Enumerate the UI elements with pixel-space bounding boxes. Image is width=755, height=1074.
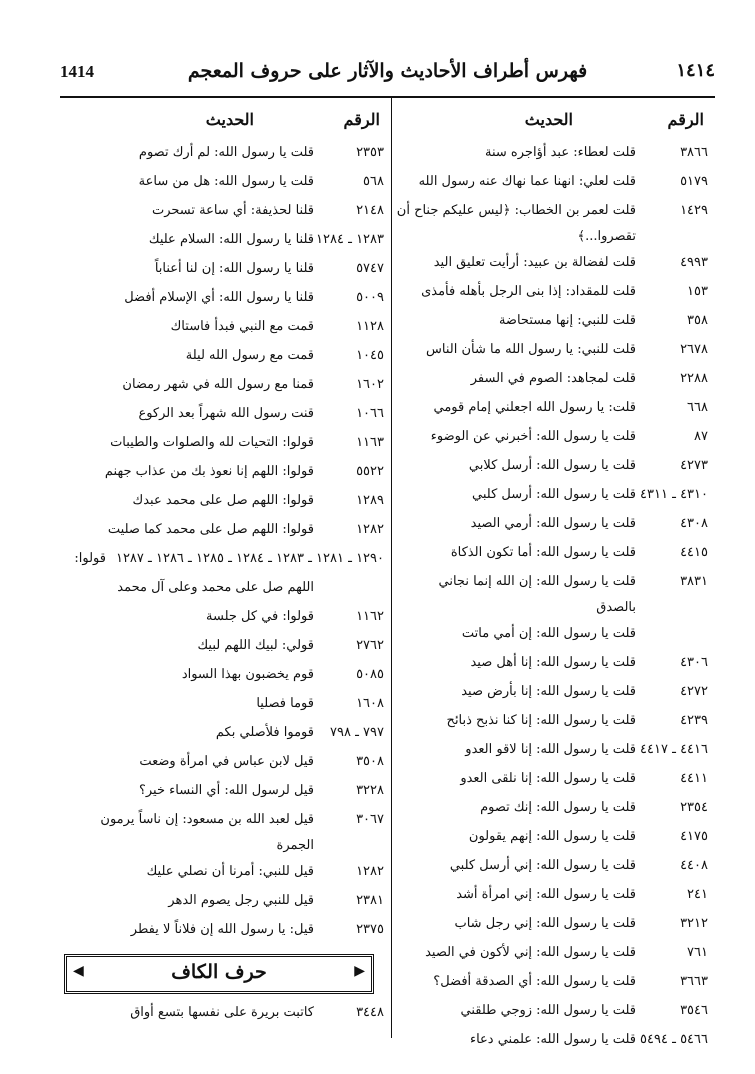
- entry-text: قلت يا رسول الله: إنا كنا نذبح ذبائح: [446, 713, 636, 728]
- entry-number: ١٦٠٢: [356, 377, 384, 392]
- entry-text: قلت: يا رسول الله اجعلني إمام قومي: [433, 400, 636, 415]
- entry-number: ٢٣٥٣: [356, 145, 384, 160]
- section-title: حرف الكاف: [171, 961, 267, 983]
- entry-text: قلت يا رسول الله: إنا نلقى العدو: [460, 771, 636, 786]
- index-entry: [396, 795, 708, 824]
- entry-number: ١٠٦٦: [356, 406, 384, 421]
- entry-text: قلنا يا رسول الله: السلام عليك: [148, 232, 314, 247]
- index-entry: [60, 285, 384, 314]
- index-entry: [396, 198, 708, 250]
- entry-text: قيل لعبد الله بن مسعود: إن ناساً يرمون الجمرة: [100, 812, 314, 853]
- entry-text: قنت رسول الله شهراً بعد الركوع: [138, 406, 314, 421]
- index-entry: [60, 140, 384, 169]
- entry-text: قلت يا رسول الله: زوجي طلقني: [460, 1003, 636, 1018]
- index-entry: [396, 737, 708, 766]
- entry-number: ١١٦٣: [356, 435, 384, 450]
- entry-text: قلت يا رسول الله: إني رجل شاب: [454, 916, 636, 931]
- entry-number: ٣٦٦٣: [680, 974, 708, 989]
- entry-text: قلت يا رسول الله: أرسل كلابي: [468, 458, 636, 473]
- entry-number: ٢٦٧٨: [680, 342, 708, 357]
- entry-text: قلت لعلي: انهنا عما نهاك عنه رسول الله: [418, 174, 636, 189]
- index-entry: [396, 337, 708, 366]
- entry-text: قلت يا رسول الله: إني امرأة أشد: [456, 887, 636, 902]
- index-entry: [60, 662, 384, 691]
- entry-number: ٧٩٧ ـ ٧٩٨: [330, 725, 384, 740]
- entry-number: ٣٥٠٨: [356, 754, 384, 769]
- index-entry: [60, 1000, 384, 1029]
- entry-number: ١٢٨٢: [356, 522, 384, 537]
- index-entry: [396, 1027, 708, 1056]
- entry-text: قلت للنبي: إنها مستحاضة: [498, 313, 636, 328]
- entry-text: قلت يا رسول الله: أرمي الصيد: [470, 516, 636, 531]
- entry-text: قيل للنبي رجل يصوم الدهر: [168, 893, 314, 908]
- entry-text: قلت يا رسول الله: إن أمي ماتت: [461, 626, 636, 641]
- index-entry: [60, 343, 384, 372]
- entry-text: قلت يا رسول الله: إنا بأرض صيد: [461, 684, 636, 699]
- entry-text: قلت لمجاهد: الصوم في السفر: [470, 371, 636, 386]
- hadith-heading: الحديث: [524, 110, 573, 129]
- entry-number: ٨٧: [694, 429, 708, 444]
- right-column: [396, 100, 708, 1056]
- entry-number: ١١٢٨: [356, 319, 384, 334]
- index-entry: [396, 482, 708, 511]
- entry-number: ٢٤١: [687, 887, 708, 902]
- entry-text: قلت يا رسول الله: إني لأكون في الصيد: [425, 945, 636, 960]
- index-entry: [396, 453, 708, 482]
- entry-number: ٥٦٨: [363, 174, 384, 189]
- page-header: [60, 56, 715, 96]
- entry-number: ١٥٣: [687, 284, 708, 299]
- entry-number: ٤٩٩٣: [680, 255, 708, 270]
- index-entry: [396, 511, 708, 540]
- entry-text: قولوا: التحيات لله والصلوات والطيبات: [110, 435, 314, 450]
- index-entry: [60, 169, 384, 198]
- entry-text: قلت يا رسول الله: إنهم يقولون: [468, 829, 636, 844]
- right-entry-list: [396, 140, 708, 1056]
- index-entry: [60, 917, 384, 946]
- entry-text: قمت مع النبي فبدأ فاستاك: [170, 319, 314, 334]
- index-entry: [396, 140, 708, 169]
- entry-text: قيل للنبي: أمرنا أن نصلي عليك: [146, 864, 314, 879]
- entry-number: ١٢٩٠ ـ ١٢٨١ ـ ١٢٨٣ ـ ١٢٨٤ ـ ١٢٨٥ ـ ١٢٨٦ ـ ١٢٨٧: [115, 551, 384, 566]
- entry-number: ١٢٨٣ ـ ١٢٨٤: [316, 232, 384, 247]
- index-entry: [60, 807, 384, 859]
- entry-text: قلت يا رسول الله: هل من ساعة: [138, 174, 314, 189]
- entry-text: قولوا: في كل جلسة: [206, 609, 314, 624]
- index-entry: [396, 679, 708, 708]
- entry-text: قلت يا رسول الله: أما تكون الذكاة: [450, 545, 636, 560]
- entry-number: ٣٢١٢: [680, 916, 708, 931]
- index-entry: [396, 424, 708, 453]
- index-entry: [60, 372, 384, 401]
- entry-number: ٣٨٣١: [680, 574, 708, 589]
- entry-number: ٤١٧٥: [680, 829, 708, 844]
- index-entry: [60, 459, 384, 488]
- entry-text: قلت للنبي: يا رسول الله ما شأن الناس: [426, 342, 636, 357]
- column-divider: [391, 98, 392, 1038]
- entry-number: ١٢٨٩: [356, 493, 384, 508]
- entry-text: قلت يا رسول الله: إن الله إنما نجاني بالصدق: [438, 574, 636, 615]
- entry-text: قلنا لحذيفة: أي ساعة تسحرت: [151, 203, 314, 218]
- entry-text: قولوا: اللهم إنا نعوذ بك من عذاب جهنم: [104, 464, 314, 479]
- entry-text: قوموا فلأصلي بكم: [215, 725, 314, 740]
- number-heading: الرقم: [343, 110, 380, 129]
- index-entry: [60, 633, 384, 662]
- index-entry: [396, 279, 708, 308]
- entry-number: ٧٦١: [687, 945, 708, 960]
- index-entry: [396, 650, 708, 679]
- section-entry-list: [60, 1000, 384, 1029]
- entry-text: قلت لعطاء: عبد أؤاجره سنة: [485, 145, 636, 160]
- entry-text: اللهم صل على محمد وعلى آل محمد: [117, 580, 314, 595]
- entry-text: قلت يا رسول الله: أي الصدقة أفضل؟: [433, 974, 636, 989]
- entry-text: قلت يا رسول الله: علمني دعاء: [469, 1032, 636, 1047]
- entry-text: قوم يخضبون بهذا السواد: [181, 667, 314, 682]
- left-column: [60, 100, 384, 1029]
- entry-text: قلت لفضالة بن عبيد: أرأيت تعليق اليد: [433, 255, 636, 270]
- index-entry: [60, 401, 384, 430]
- entry-text: قلت يا رسول الله: إنك تصوم: [480, 800, 636, 815]
- entry-number: ٢٢٨٨: [680, 371, 708, 386]
- index-entry: [396, 169, 708, 198]
- index-entry: [396, 540, 708, 569]
- index-entry: [60, 256, 384, 285]
- entry-number: ١٦٠٨: [356, 696, 384, 711]
- entry-number: [318, 575, 384, 604]
- hadith-heading: الحديث: [205, 110, 254, 129]
- entry-number: ٥٠٠٩: [356, 290, 384, 305]
- index-entry: [396, 569, 708, 621]
- entry-number: ٤٢٧٣: [680, 458, 708, 473]
- index-entry: [396, 766, 708, 795]
- index-entry: [396, 824, 708, 853]
- index-entry: [60, 720, 384, 749]
- entry-number: ٣٥٨: [687, 313, 708, 328]
- index-entry: [396, 708, 708, 737]
- entry-text: قلت لعمر بن الخطاب: ﴿ليس عليكم جناح أن تقصروا...﴾: [396, 203, 636, 244]
- section-heading-box: [64, 954, 374, 994]
- entry-text: قلت يا رسول الله: أخبرني عن الوضوء: [430, 429, 636, 444]
- entry-text: قمت مع رسول الله ليلة: [185, 348, 314, 363]
- entry-text: قلنا يا رسول الله: إن لنا أعناباً: [154, 261, 314, 276]
- index-entry: [60, 859, 384, 888]
- entry-number: ٣٢٢٨: [356, 783, 384, 798]
- entry-number: ٣٠٦٧: [356, 812, 384, 827]
- entry-number: ٤٣١٠ ـ ٤٣١١: [640, 487, 708, 502]
- index-entry: [396, 250, 708, 279]
- ornament-left: ◀: [73, 963, 84, 979]
- entry-text: قمنا مع رسول الله في شهر رمضان: [122, 377, 314, 392]
- entry-text: قيل: يا رسول الله إن فلاناً لا يفطر: [130, 922, 314, 937]
- running-title: فهرس أطراف الأحاديث والآثار على حروف المعجم: [187, 60, 588, 82]
- index-entry: [396, 853, 708, 882]
- entry-number: ٥٧٤٧: [356, 261, 384, 276]
- index-entry: [60, 604, 384, 633]
- index-entry: [60, 575, 384, 604]
- column-header: [60, 100, 384, 140]
- index-entry: [60, 546, 384, 575]
- entry-text: كاتبت بريرة على نفسها بتسع أواق: [130, 1005, 314, 1020]
- index-entry: [60, 691, 384, 720]
- entry-number: ٥٥٢٢: [356, 464, 384, 479]
- entry-text: قيل لابن عباس في امرأة وضعت: [139, 754, 314, 769]
- entry-text: قلت للمقداد: إذا بنى الرجل بأهله فأمذى: [421, 284, 636, 299]
- index-entry: [396, 911, 708, 940]
- entry-number: ٤٣٠٨: [680, 516, 708, 531]
- entry-number: [640, 621, 708, 650]
- entry-number: ٥٤٦٦ ـ ٥٤٩٤: [640, 1032, 708, 1047]
- entry-text: قلنا يا رسول الله: أي الإسلام أفضل: [124, 290, 314, 305]
- index-entry: [60, 888, 384, 917]
- entry-number: ٤٤٠٨: [680, 858, 708, 873]
- entry-number: ٦٦٨: [687, 400, 708, 415]
- entry-text: قولي: لبيك اللهم لبيك: [197, 638, 314, 653]
- index-entry: [396, 940, 708, 969]
- index-entry: [60, 430, 384, 459]
- entry-number: ١١٦٢: [356, 609, 384, 624]
- entry-number: ١٠٤٥: [356, 348, 384, 363]
- entry-text: قولوا:: [74, 551, 106, 566]
- index-entry: [396, 395, 708, 424]
- index-entry: [396, 882, 708, 911]
- number-heading: الرقم: [667, 110, 704, 129]
- entry-number: ٢١٤٨: [356, 203, 384, 218]
- entry-number: ١٤٢٩: [680, 203, 708, 218]
- entry-number: ٢٣٧٥: [356, 922, 384, 937]
- entry-number: ٤٢٧٢: [680, 684, 708, 699]
- entry-number: ٢٧٦٢: [356, 638, 384, 653]
- column-header: [396, 100, 708, 140]
- entry-number: ١٢٨٢: [356, 864, 384, 879]
- entry-text: قلت يا رسول الله: أرسل كلبي: [472, 487, 636, 502]
- entry-number: ٤٤١٥: [680, 545, 708, 560]
- ornament-right: ▶: [354, 963, 365, 979]
- index-entry: [60, 314, 384, 343]
- index-entry: [396, 308, 708, 337]
- index-entry: [396, 998, 708, 1027]
- header-rule: [60, 96, 715, 98]
- entry-number: ٣٥٤٦: [680, 1003, 708, 1018]
- left-entry-list: [60, 140, 384, 946]
- entry-text: قلت يا رسول الله: لم أرك تصوم: [138, 145, 314, 160]
- entry-number: ٢٣٥٤: [680, 800, 708, 815]
- index-entry: [60, 227, 384, 256]
- page-number-arabic: ١٤١٤: [676, 60, 715, 81]
- index-entry: [396, 366, 708, 395]
- entry-number: ٤٣٠٦: [680, 655, 708, 670]
- index-entry: [60, 749, 384, 778]
- entry-text: قلت يا رسول الله: إني أرسل كلبي: [449, 858, 636, 873]
- index-entry: [396, 969, 708, 998]
- entry-number: ٥١٧٩: [680, 174, 708, 189]
- entry-number: ٥٠٨٥: [356, 667, 384, 682]
- index-entry: [60, 517, 384, 546]
- index-entry: [396, 621, 708, 650]
- entry-text: قولوا: اللهم صل على محمد كما صليت: [107, 522, 314, 537]
- entry-number: ٤٢٣٩: [680, 713, 708, 728]
- index-entry: [60, 198, 384, 227]
- index-entry: [60, 778, 384, 807]
- index-entry: [60, 488, 384, 517]
- entry-number: ٣٤٤٨: [356, 1005, 384, 1020]
- entry-text: قلت يا رسول الله: إنا أهل صيد: [470, 655, 636, 670]
- entry-number: ٢٣٨١: [356, 893, 384, 908]
- entry-number: ٤٤١١: [680, 771, 708, 786]
- entry-number: ٤٤١٦ ـ ٤٤١٧: [640, 742, 708, 757]
- page-number-latin: 1414: [60, 62, 94, 81]
- entry-text: قيل لرسول الله: أي النساء خير؟: [138, 783, 314, 798]
- entry-text: قوما فصليا: [256, 696, 314, 711]
- entry-text: قولوا: اللهم صل على محمد عبدك: [132, 493, 314, 508]
- entry-text: قلت يا رسول الله: إنا لاقو العدو: [465, 742, 636, 757]
- entry-number: ٣٨٦٦: [680, 145, 708, 160]
